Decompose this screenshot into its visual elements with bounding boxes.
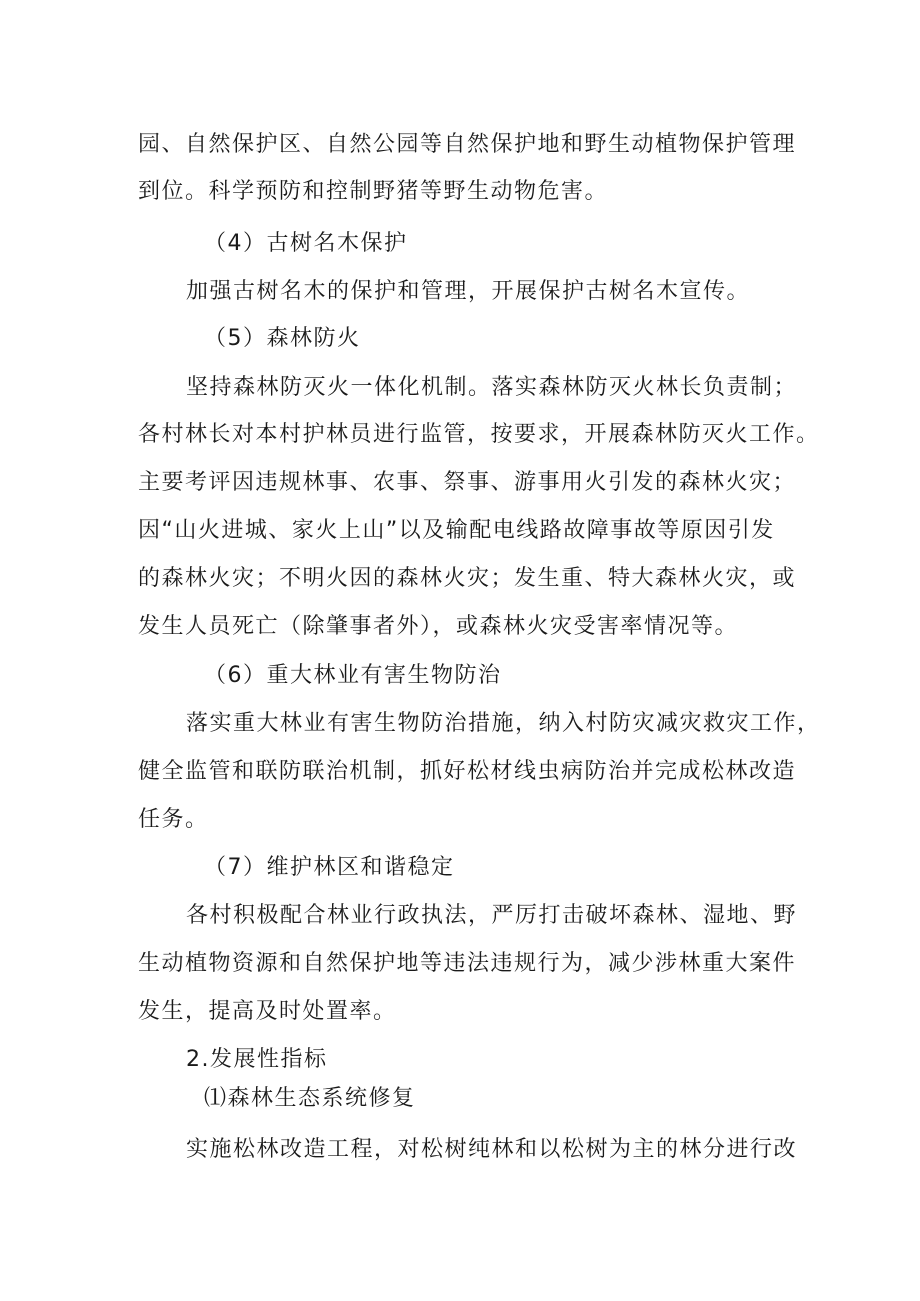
section-heading: （5）森林防火	[204, 326, 361, 351]
paragraph-first-line: 实施松林改造工程，对松树纯林和以松树为主的林分进行改	[186, 1137, 798, 1162]
body-text-line: 的森林火灾；不明火因的森林火灾；发生重、特大森林火灾，或	[138, 566, 797, 591]
body-text-line: 发生，提高及时处置率。	[138, 999, 397, 1024]
body-text-line: 主要考评因违规林事、农事、祭事、游事用火引发的森林火灾；	[138, 470, 797, 495]
paragraph-first-line: 各村积极配合林业行政执法，严厉打击破坏森林、湿地、野	[186, 903, 798, 928]
body-text-line: 健全监管和联防联治机制，抓好松材线虫病防治并完成松林改造	[138, 759, 797, 784]
paragraph-first-line: 加强古树名木的保护和管理，开展保护古树名木宣传。	[186, 279, 751, 304]
section-heading: （7）维护林区和谐稳定	[204, 855, 455, 880]
section-heading: （4）古树名木保护	[204, 231, 408, 256]
section-heading: （6）重大林业有害生物防治	[204, 663, 502, 688]
body-text-line: 生动植物资源和自然保护地等违法违规行为，减少涉林重大案件	[138, 951, 797, 976]
body-text-line: 因“山火进城、家火上山”以及输配电线路故障事故等原因引发	[138, 518, 775, 543]
section-heading: ⑴森林生态系统修复	[204, 1086, 416, 1111]
paragraph-first-line: 坚持森林防灭火一体化机制。落实森林防灭火林长负责制；	[186, 375, 798, 400]
subsection-heading: 2.发展性指标	[186, 1047, 328, 1072]
body-text-line: 到位。科学预防和控制野猪等野生动物危害。	[138, 179, 609, 204]
body-text-line: 各村林长对本村护林员进行监管，按要求，开展森林防灭火工作。	[138, 422, 820, 447]
paragraph-first-line: 落实重大林业有害生物防治措施，纳入村防灾减灾救灾工作，	[186, 711, 821, 736]
body-text-line: 园、自然保护区、自然公园等自然保护地和野生动植物保护管理	[138, 132, 797, 157]
body-text-line: 发生人员死亡（除肇事者外），或森林火灾受害率情况等。	[138, 614, 739, 639]
body-text-line: 任务。	[138, 807, 209, 832]
